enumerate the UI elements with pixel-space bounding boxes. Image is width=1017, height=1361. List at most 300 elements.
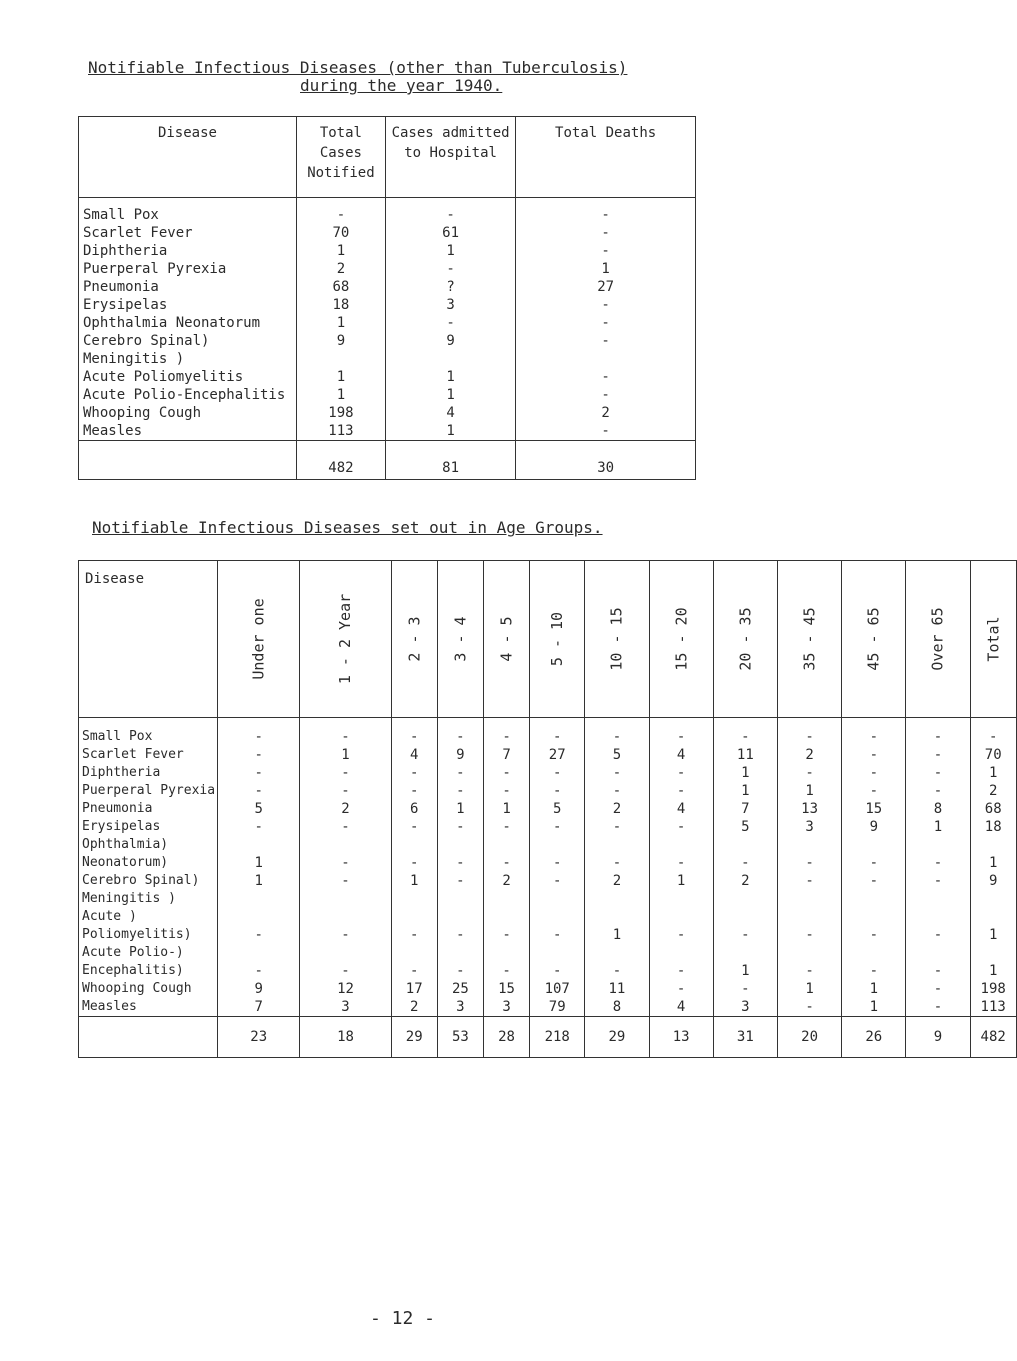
table-row xyxy=(79,368,696,386)
value-cell: 15 xyxy=(842,800,906,818)
total-cell: 29 xyxy=(585,1017,649,1058)
total-cell: 29 xyxy=(391,1017,437,1058)
value-cell: 107 xyxy=(530,980,585,998)
disease-name: Acute Polio-Encephalitis xyxy=(79,386,297,404)
value-cell: - xyxy=(218,746,300,764)
spacer-cell xyxy=(218,718,300,729)
value-cell: - xyxy=(906,728,970,746)
value-cell xyxy=(713,944,777,962)
value-cell: 1 xyxy=(483,800,529,818)
value-cell: - xyxy=(713,854,777,872)
value-cell xyxy=(713,890,777,908)
value-cell xyxy=(437,944,483,962)
age-group-label: 35 - 45 xyxy=(800,607,819,671)
disease-name: Pneumonia xyxy=(79,800,218,818)
value-cell: 27 xyxy=(597,279,615,295)
value-cell: - xyxy=(649,980,713,998)
totals-row xyxy=(79,1017,1017,1058)
value-cell xyxy=(530,908,585,926)
value-cell: - xyxy=(842,782,906,800)
value-cell: 1 xyxy=(385,386,515,404)
value-cell: - xyxy=(530,926,585,944)
value-cell xyxy=(842,908,906,926)
value-cell: - xyxy=(842,926,906,944)
value-cell xyxy=(483,908,529,926)
value-cell: - xyxy=(777,854,841,872)
value-cell: - xyxy=(842,854,906,872)
value-cell: - xyxy=(300,854,391,872)
value-cell: 3 xyxy=(385,296,515,314)
disease-name: Acute Poliomyelitis xyxy=(79,368,297,386)
value-cell xyxy=(437,908,483,926)
value-cell: - xyxy=(385,206,515,224)
value-cell: - xyxy=(483,926,529,944)
value-cell xyxy=(649,944,713,962)
value-cell: - xyxy=(906,980,970,998)
value-cell: 15 xyxy=(483,980,529,998)
table-row xyxy=(79,332,696,350)
age-group-label: 5 - 10 xyxy=(548,611,567,667)
table-row xyxy=(79,404,696,422)
value-cell: 1 xyxy=(385,368,515,386)
value-cell: 1 xyxy=(713,782,777,800)
header-cell xyxy=(437,561,483,718)
age-group-label: 20 - 35 xyxy=(736,607,755,671)
value-cell: - xyxy=(649,818,713,836)
value-cell: - xyxy=(585,728,649,746)
value-cell xyxy=(777,890,841,908)
value-cell: - xyxy=(437,926,483,944)
value-cell: - xyxy=(649,728,713,746)
value-cell: - xyxy=(585,854,649,872)
value-cell: 5 xyxy=(530,800,585,818)
age-group-label: 45 - 65 xyxy=(864,607,883,671)
value-cell xyxy=(906,836,970,854)
table-row xyxy=(79,836,1017,854)
table-row xyxy=(79,278,696,296)
value-cell: - xyxy=(391,782,437,800)
table-row xyxy=(79,314,696,332)
value-cell: - xyxy=(437,962,483,980)
value-cell: - xyxy=(906,764,970,782)
value-cell: - xyxy=(530,782,585,800)
value-cell xyxy=(391,908,437,926)
value-cell xyxy=(516,350,696,368)
disease-name: Poliomyelitis) xyxy=(79,926,218,944)
disease-name: Small Pox xyxy=(79,728,218,746)
value-cell: 2 xyxy=(988,783,998,799)
total-cell: 13 xyxy=(649,1017,713,1058)
total-cell: 9 xyxy=(906,1017,970,1058)
spacer-cell xyxy=(79,198,297,207)
age-group-label: 15 - 20 xyxy=(672,607,691,671)
table-row xyxy=(79,206,696,224)
disease-name: Cerebro Spinal) xyxy=(79,332,297,350)
value-cell xyxy=(300,890,391,908)
value-cell: - xyxy=(218,926,300,944)
table-row xyxy=(79,926,1017,944)
age-groups-table xyxy=(78,560,1017,1058)
value-cell: - xyxy=(483,764,529,782)
spacer-cell xyxy=(585,718,649,729)
value-cell: - xyxy=(300,728,391,746)
value-cell: - xyxy=(601,387,610,403)
value-cell: 7 xyxy=(713,800,777,818)
value-cell: 1 xyxy=(585,926,649,944)
spacer-cell xyxy=(296,198,385,207)
table-row xyxy=(79,782,1017,800)
document-title: Notifiable Infectious Diseases (other than Tuberculosis) xyxy=(88,58,628,77)
value-cell: 12 xyxy=(300,980,391,998)
value-cell: 3 xyxy=(483,998,529,1017)
totals-row xyxy=(79,441,696,480)
value-cell: 1 xyxy=(437,800,483,818)
value-cell: - xyxy=(842,872,906,890)
value-cell: - xyxy=(842,728,906,746)
value-cell: 4 xyxy=(649,800,713,818)
value-cell: - xyxy=(530,962,585,980)
table-row xyxy=(79,764,1017,782)
header-cell: Cases admitted to Hospital xyxy=(385,117,515,198)
table-row xyxy=(79,890,1017,908)
value-cell: - xyxy=(391,818,437,836)
value-cell: 4 xyxy=(649,998,713,1017)
disease-name: Puerperal Pyrexia xyxy=(79,782,218,800)
value-cell xyxy=(218,944,300,962)
value-cell: 1 xyxy=(296,314,385,332)
value-cell: 1 xyxy=(218,872,300,890)
value-cell: - xyxy=(530,854,585,872)
header-cell xyxy=(585,561,649,718)
value-cell xyxy=(842,890,906,908)
spacer-cell xyxy=(79,718,218,729)
spacer-row xyxy=(79,198,696,207)
spacer-row xyxy=(79,718,1017,729)
disease-name: Whooping Cough xyxy=(79,404,297,422)
value-cell: 1 xyxy=(988,765,998,781)
value-cell xyxy=(713,908,777,926)
value-cell: 113 xyxy=(980,999,1006,1015)
total-cell: 218 xyxy=(530,1017,585,1058)
value-cell xyxy=(777,836,841,854)
spacer-cell xyxy=(385,198,515,207)
value-cell: - xyxy=(906,746,970,764)
value-cell: - xyxy=(649,782,713,800)
age-group-label: Over 65 xyxy=(929,607,948,671)
value-cell: 1 xyxy=(988,963,998,979)
value-cell: 4 xyxy=(391,746,437,764)
value-cell xyxy=(842,944,906,962)
value-cell: - xyxy=(437,782,483,800)
spacer-cell xyxy=(437,718,483,729)
value-cell: 79 xyxy=(530,998,585,1017)
value-cell: 4 xyxy=(385,404,515,422)
disease-name: Diphtheria xyxy=(79,764,218,782)
value-cell: - xyxy=(713,980,777,998)
value-cell: 2 xyxy=(296,260,385,278)
value-cell: 11 xyxy=(713,746,777,764)
disease-name: Puerperal Pyrexia xyxy=(79,260,297,278)
value-cell: - xyxy=(906,782,970,800)
value-cell: - xyxy=(649,854,713,872)
disease-name: Small Pox xyxy=(79,206,297,224)
value-cell: 5 xyxy=(218,800,300,818)
value-cell xyxy=(530,836,585,854)
value-cell: 70 xyxy=(296,224,385,242)
value-cell: 9 xyxy=(842,818,906,836)
value-cell: - xyxy=(601,297,610,313)
total-cell: 20 xyxy=(777,1017,841,1058)
value-cell: - xyxy=(777,728,841,746)
value-cell: - xyxy=(713,728,777,746)
value-cell: - xyxy=(300,962,391,980)
value-cell xyxy=(842,836,906,854)
total-cell: 28 xyxy=(483,1017,529,1058)
value-cell: 1 xyxy=(601,261,610,277)
value-cell xyxy=(649,836,713,854)
value-cell: - xyxy=(391,728,437,746)
value-cell: - xyxy=(601,369,610,385)
value-cell: 1 xyxy=(988,927,998,943)
disease-name: Acute ) xyxy=(79,908,218,926)
value-cell: - xyxy=(483,818,529,836)
disease-name: Erysipelas xyxy=(79,296,297,314)
value-cell: - xyxy=(391,854,437,872)
value-cell: 5 xyxy=(713,818,777,836)
total-cell: 26 xyxy=(842,1017,906,1058)
age-group-label: Total xyxy=(984,616,1003,662)
value-cell: - xyxy=(649,926,713,944)
table-row xyxy=(79,800,1017,818)
value-cell xyxy=(970,836,1016,854)
document-title-year: during the year 1940. xyxy=(300,76,503,95)
value-cell: - xyxy=(777,872,841,890)
value-cell: - xyxy=(296,206,385,224)
table-row xyxy=(79,872,1017,890)
value-cell xyxy=(649,890,713,908)
header-cell xyxy=(906,561,970,718)
table-row xyxy=(79,746,1017,764)
value-cell: - xyxy=(300,782,391,800)
spacer-cell xyxy=(530,718,585,729)
value-cell: 1 xyxy=(713,764,777,782)
value-cell: 1 xyxy=(296,242,385,260)
total-cell: 482 xyxy=(296,441,385,480)
disease-name: Scarlet Fever xyxy=(79,746,218,764)
table-row xyxy=(79,962,1017,980)
value-cell: 7 xyxy=(483,746,529,764)
spacer-cell xyxy=(777,718,841,729)
value-cell xyxy=(649,908,713,926)
value-cell: 1 xyxy=(842,980,906,998)
value-cell xyxy=(585,944,649,962)
value-cell xyxy=(385,350,515,368)
value-cell: 61 xyxy=(385,224,515,242)
age-groups-table-header xyxy=(79,561,1017,718)
value-cell: - xyxy=(585,962,649,980)
value-cell: 7 xyxy=(218,998,300,1017)
value-cell: 1 xyxy=(988,855,998,871)
value-cell: 1 xyxy=(218,854,300,872)
value-cell xyxy=(530,890,585,908)
value-cell xyxy=(391,890,437,908)
value-cell: 1 xyxy=(296,386,385,404)
value-cell: 5 xyxy=(585,746,649,764)
value-cell: - xyxy=(713,926,777,944)
value-cell: - xyxy=(842,764,906,782)
value-cell xyxy=(300,836,391,854)
value-cell: 2 xyxy=(601,405,610,421)
value-cell: - xyxy=(777,962,841,980)
disease-name: Scarlet Fever xyxy=(79,224,297,242)
value-cell xyxy=(218,836,300,854)
value-cell: - xyxy=(585,764,649,782)
value-cell: 2 xyxy=(483,872,529,890)
header-cell xyxy=(300,561,391,718)
value-cell: - xyxy=(601,243,610,259)
table-row xyxy=(79,944,1017,962)
value-cell xyxy=(391,836,437,854)
value-cell: - xyxy=(437,818,483,836)
value-cell: 27 xyxy=(530,746,585,764)
disease-name: Neonatorum) xyxy=(79,854,218,872)
value-cell: - xyxy=(906,872,970,890)
header-cell: Total Deaths xyxy=(516,117,696,198)
value-cell: 9 xyxy=(385,332,515,350)
value-cell xyxy=(218,908,300,926)
value-cell: 1 xyxy=(385,422,515,441)
value-cell: 2 xyxy=(713,872,777,890)
age-group-label: 2 - 3 xyxy=(405,616,424,662)
value-cell: - xyxy=(300,818,391,836)
disease-name: Encephalitis) xyxy=(79,962,218,980)
table-row xyxy=(79,224,696,242)
value-cell: - xyxy=(777,764,841,782)
page-number: - 12 - xyxy=(370,1308,436,1329)
header-cell xyxy=(218,561,300,718)
age-group-label: 1 - 2 Year xyxy=(336,593,355,685)
disease-name: Diphtheria xyxy=(79,242,297,260)
table-row xyxy=(79,980,1017,998)
value-cell xyxy=(300,908,391,926)
value-cell xyxy=(585,836,649,854)
disease-name: Acute Polio-) xyxy=(79,944,218,962)
header-cell: Disease xyxy=(79,561,218,718)
value-cell: - xyxy=(585,818,649,836)
spacer-cell xyxy=(713,718,777,729)
value-cell: - xyxy=(601,333,610,349)
table-row xyxy=(79,908,1017,926)
value-cell: - xyxy=(385,314,515,332)
table-row xyxy=(79,728,1017,746)
value-cell: 70 xyxy=(984,747,1002,763)
value-cell: 8 xyxy=(585,998,649,1017)
value-cell: 198 xyxy=(296,404,385,422)
table-row xyxy=(79,296,696,314)
totals-table-header xyxy=(79,117,696,198)
spacer-cell xyxy=(516,198,696,207)
value-cell: - xyxy=(777,926,841,944)
value-cell: - xyxy=(483,782,529,800)
value-cell: - xyxy=(483,962,529,980)
header-cell xyxy=(970,561,1016,718)
value-cell xyxy=(585,908,649,926)
value-cell: - xyxy=(437,728,483,746)
value-cell: - xyxy=(601,225,610,241)
value-cell: - xyxy=(530,818,585,836)
header-cell: Disease xyxy=(79,117,297,198)
spacer-cell xyxy=(391,718,437,729)
value-cell xyxy=(777,944,841,962)
value-cell xyxy=(970,944,1016,962)
value-cell: 113 xyxy=(296,422,385,441)
value-cell: - xyxy=(988,729,998,745)
value-cell xyxy=(483,836,529,854)
total-cell: 30 xyxy=(516,441,696,480)
total-cell: 23 xyxy=(218,1017,300,1058)
value-cell: 1 xyxy=(300,746,391,764)
total-cell: 81 xyxy=(385,441,515,480)
table-row xyxy=(79,386,696,404)
value-cell: 2 xyxy=(300,800,391,818)
value-cell: 4 xyxy=(649,746,713,764)
total-cell: 31 xyxy=(713,1017,777,1058)
age-group-label: 4 - 5 xyxy=(497,616,516,662)
value-cell: 1 xyxy=(385,242,515,260)
value-cell xyxy=(906,890,970,908)
value-cell: ? xyxy=(385,278,515,296)
value-cell: - xyxy=(300,872,391,890)
value-cell: 3 xyxy=(300,998,391,1017)
value-cell: - xyxy=(601,315,610,331)
disease-name: Pneumonia xyxy=(79,278,297,296)
value-cell: 1 xyxy=(649,872,713,890)
value-cell xyxy=(906,908,970,926)
value-cell: 9 xyxy=(437,746,483,764)
value-cell xyxy=(970,890,1016,908)
value-cell: - xyxy=(391,962,437,980)
value-cell: - xyxy=(218,764,300,782)
value-cell xyxy=(906,944,970,962)
value-cell: 17 xyxy=(391,980,437,998)
totals-table xyxy=(78,116,696,480)
value-cell: 198 xyxy=(980,981,1006,997)
value-cell: - xyxy=(649,764,713,782)
value-cell: 68 xyxy=(984,801,1002,817)
total-cell xyxy=(79,1017,218,1058)
value-cell: 68 xyxy=(296,278,385,296)
value-cell: - xyxy=(842,962,906,980)
value-cell: 9 xyxy=(296,332,385,350)
age-group-label: 10 - 15 xyxy=(607,607,626,671)
header-cell xyxy=(483,561,529,718)
value-cell: - xyxy=(906,854,970,872)
value-cell: 11 xyxy=(585,980,649,998)
value-cell: 13 xyxy=(777,800,841,818)
value-cell: - xyxy=(437,872,483,890)
header-cell xyxy=(530,561,585,718)
value-cell: 3 xyxy=(777,818,841,836)
value-cell: 2 xyxy=(391,998,437,1017)
value-cell: 1 xyxy=(842,998,906,1017)
value-cell: - xyxy=(842,746,906,764)
value-cell: - xyxy=(906,926,970,944)
value-cell: 9 xyxy=(218,980,300,998)
value-cell: - xyxy=(649,962,713,980)
value-cell: 1 xyxy=(906,818,970,836)
header-cell xyxy=(713,561,777,718)
value-cell: - xyxy=(300,926,391,944)
